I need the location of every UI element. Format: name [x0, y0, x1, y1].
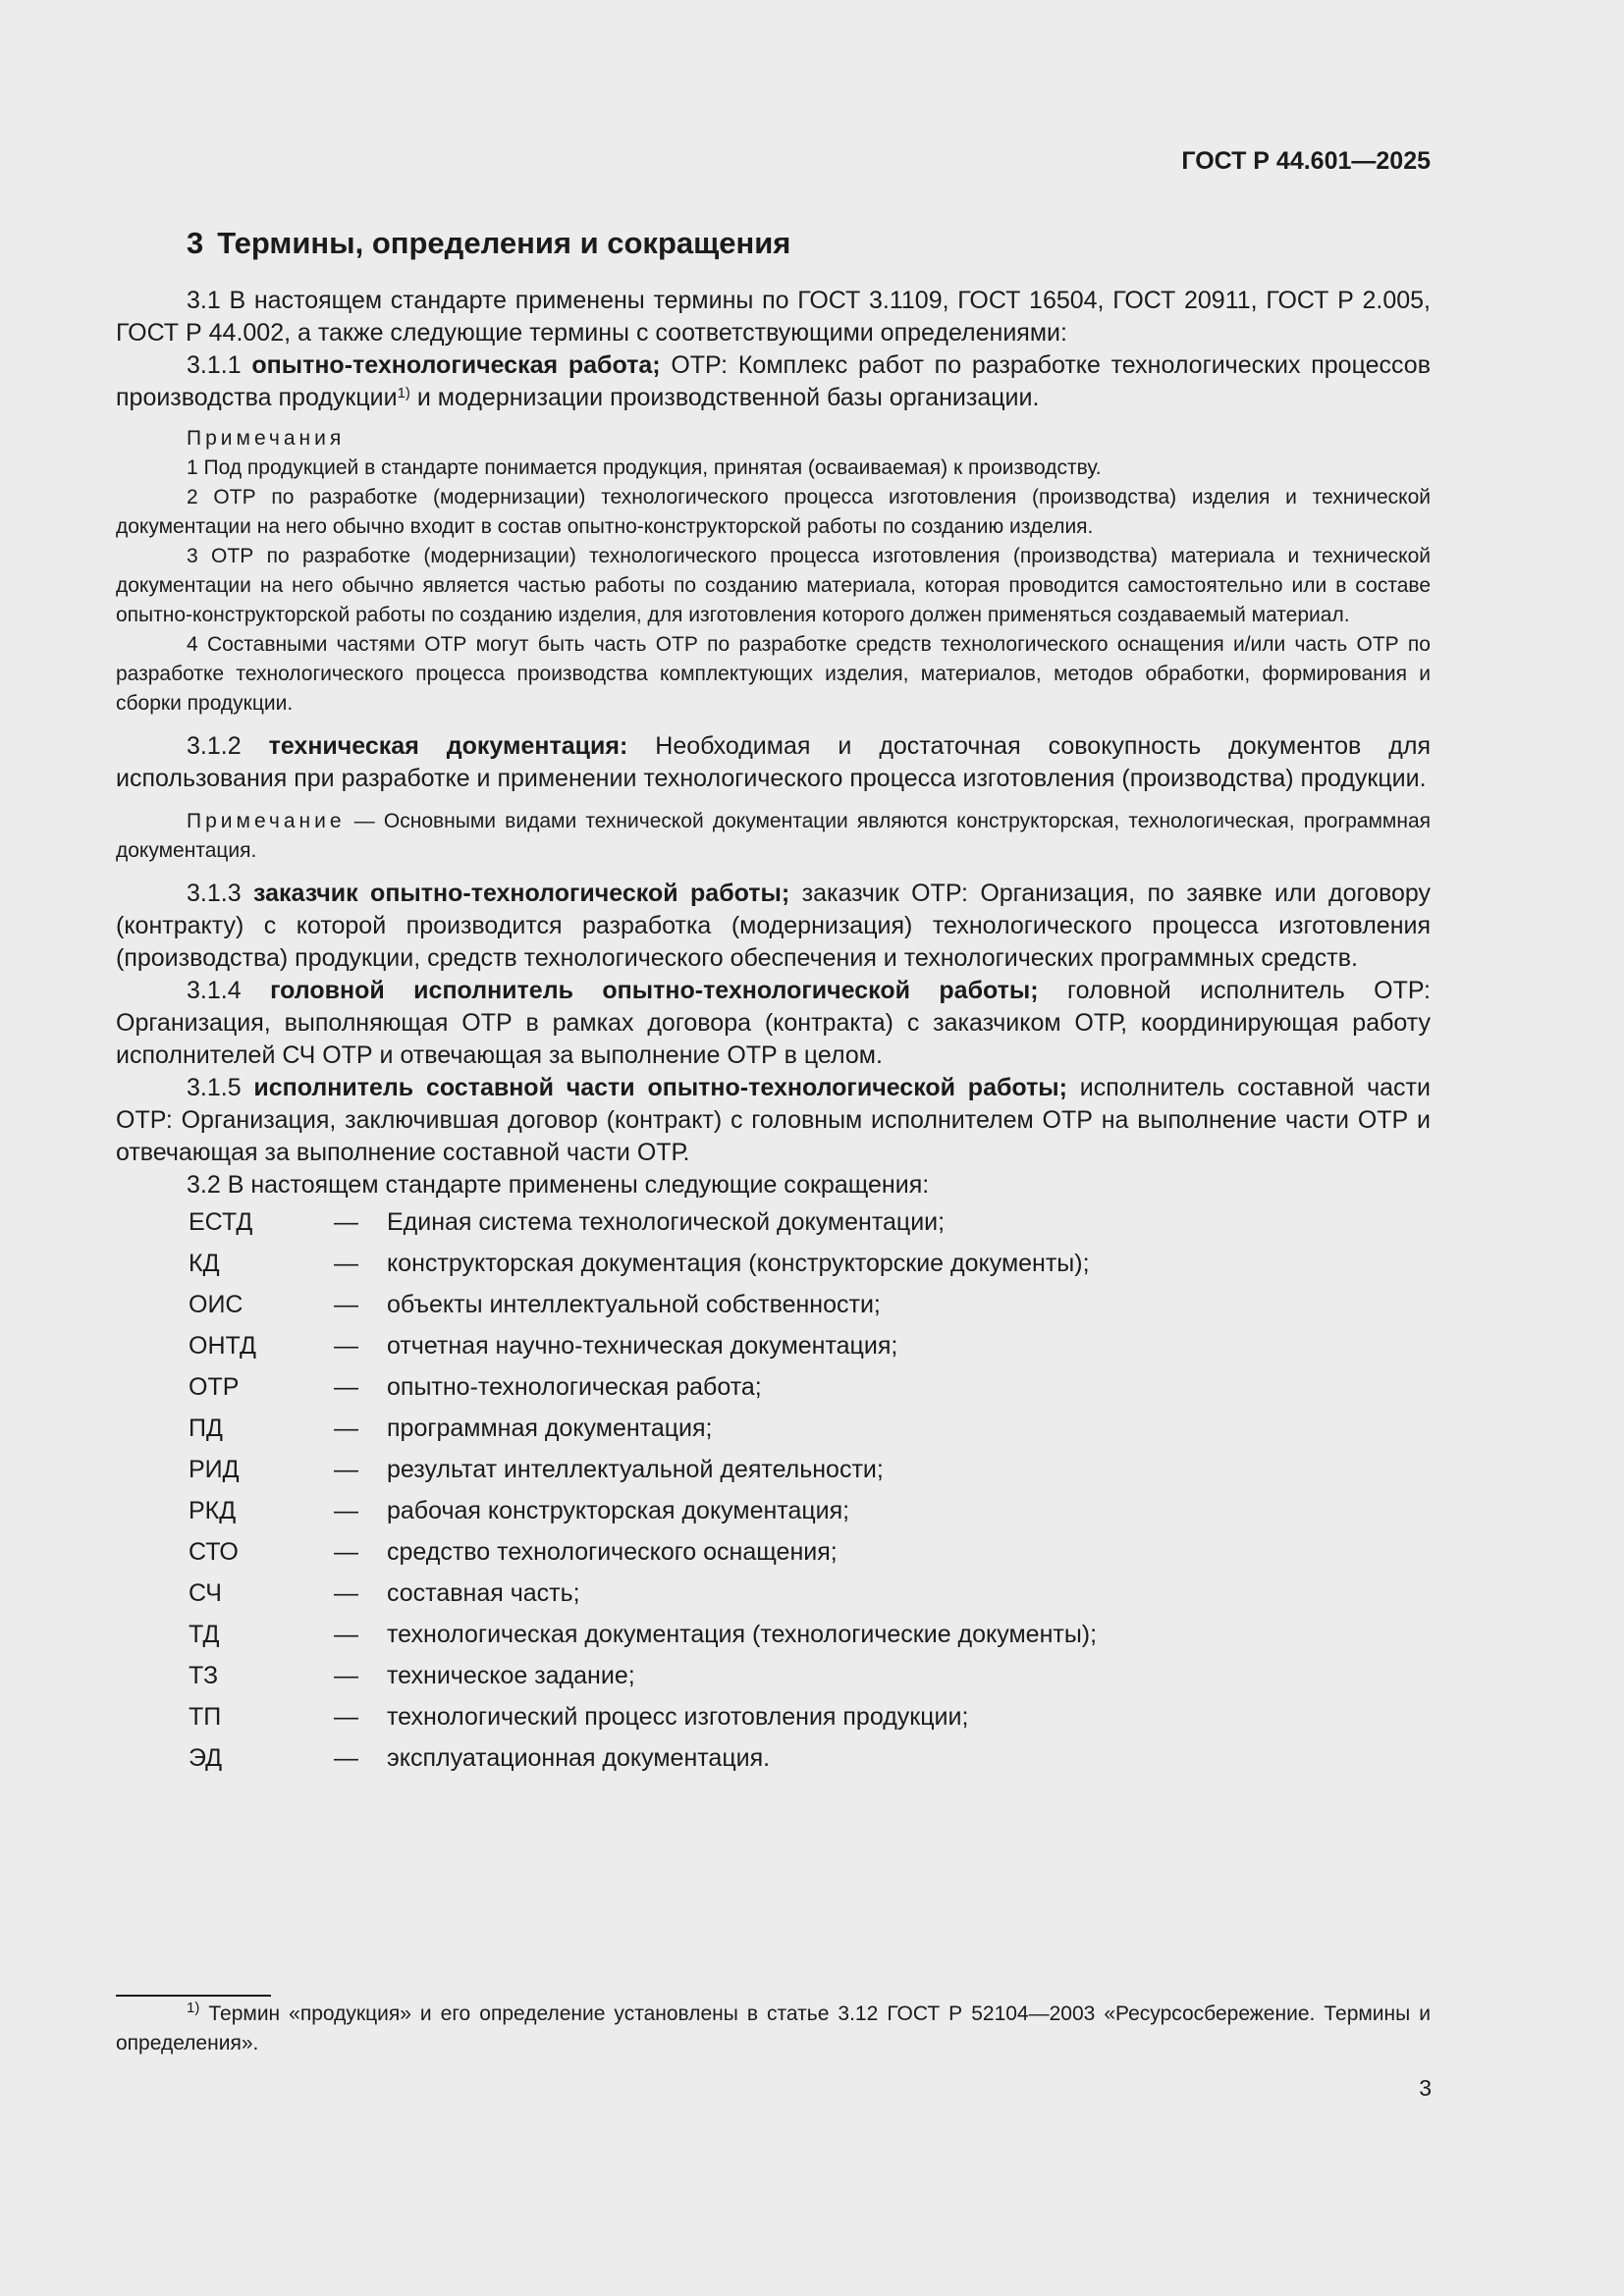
abbr-dash: —	[334, 1250, 358, 1277]
term-definition: заказчик ОТР: Организация, по заявке или договору (контракту) с которой производится разработка (модернизация) технологического процесса изготовления (производства) продукции, средств технологического обеспечения и технологических программных средств.	[116, 880, 1431, 972]
abbr-meaning: средство технологического оснащения;	[387, 1538, 838, 1566]
section-title-text: Термины, определения и сокращения	[217, 226, 791, 260]
term-3-1-3	[116, 878, 1431, 975]
abbr-dash: —	[334, 1373, 358, 1401]
abbr-dash: —	[334, 1291, 358, 1318]
abbr-code: ТЗ	[189, 1662, 219, 1689]
footnote-divider	[116, 1995, 271, 1997]
abbr-dash: —	[334, 1621, 358, 1648]
abbreviation-row	[116, 1366, 1431, 1408]
abbr-code: ЕСТД	[189, 1208, 253, 1236]
section-number: 3	[187, 226, 204, 260]
abbr-dash: —	[334, 1208, 358, 1236]
abbreviation-row	[116, 1408, 1431, 1449]
abbr-meaning: рабочая конструкторская документация;	[387, 1497, 850, 1524]
abbr-meaning: Единая система технологической документации;	[387, 1208, 946, 1236]
abbr-meaning: результат интеллектуальной деятельности;	[387, 1456, 884, 1483]
abbreviation-row	[116, 1614, 1431, 1655]
abbr-code: ПД	[189, 1415, 223, 1442]
notes-heading: Примечания	[187, 427, 346, 450]
abbr-code: ЭД	[189, 1744, 223, 1772]
term-name: головной исполнитель опытно-технологической работы;	[270, 977, 1039, 1004]
abbr-code: ОНТД	[189, 1332, 256, 1360]
abbr-dash: —	[334, 1662, 358, 1689]
abbr-dash: —	[334, 1703, 358, 1731]
term-number: 3.1.4	[187, 977, 271, 1004]
abbr-dash: —	[334, 1332, 358, 1360]
abbreviation-row	[116, 1243, 1431, 1284]
term-3-1-2	[116, 730, 1431, 795]
main-content	[116, 285, 1431, 1779]
term-definition: головной исполнитель ОТР: Организация, выполняющая ОТР в рамках договора (контракта) с заказчиком ОТР, координирующая работу исполнителей СЧ ОТР и отвечающая за выполнение ОТР в целом.	[116, 977, 1431, 1069]
footnote	[116, 2000, 1431, 2058]
abbr-meaning: технологическая документация (технологические документы);	[387, 1621, 1098, 1648]
abbr-code: ТД	[189, 1621, 220, 1648]
abbr-code: КД	[189, 1250, 220, 1277]
abbreviation-row	[116, 1655, 1431, 1696]
note-text: — Основными видами технической документации являются конструкторская, технологическая, программная документация.	[116, 810, 1431, 862]
abbr-meaning: объекты интеллектуальной собственности;	[387, 1291, 881, 1318]
term-definition-cont: и модернизации производственной базы организации.	[409, 384, 1040, 411]
term-number: 3.1.2	[187, 732, 269, 760]
abbreviation-row	[116, 1531, 1431, 1573]
abbreviation-row	[116, 1490, 1431, 1531]
abbr-dash: —	[334, 1456, 358, 1483]
note-item: 1 Под продукцией в стандарте понимается продукция, принятая (осваиваемая) к производству.	[187, 456, 1102, 479]
abbr-dash: —	[334, 1538, 358, 1566]
note-3-1-2	[116, 807, 1431, 866]
page-number: 3	[1419, 2075, 1432, 2101]
note-item: 4 Составными частями ОТР могут быть часть ОТР по разработке средств технологического оснащения и/или часть ОТР по разработке технологического процесса производства комплектующих изделия, материалов, методов обработки, формирования и сборки продукции.	[116, 633, 1431, 715]
abbreviation-row	[116, 1737, 1431, 1779]
section-title	[187, 226, 790, 261]
term-name: заказчик опытно-технологической работы;	[253, 880, 790, 907]
abbr-dash: —	[334, 1415, 358, 1442]
abbr-dash: —	[334, 1497, 358, 1524]
term-number: 3.1.3	[187, 880, 254, 907]
footnote-marker: 1)	[187, 2000, 200, 2016]
abbreviation-row	[116, 1696, 1431, 1737]
footnote-text: Термин «продукция» и его определение установлены в статье 3.12 ГОСТ Р 52104—2003 «Ресурсосбережение. Термины и определения».	[116, 2002, 1431, 2055]
term-number: 3.1.5	[187, 1074, 254, 1101]
term-number: 3.1.1	[187, 351, 252, 379]
term-3-1-4	[116, 975, 1431, 1072]
document-code: ГОСТ Р 44.601—2025	[1181, 147, 1431, 175]
abbr-code: РКД	[189, 1497, 237, 1524]
term-name: опытно-технологическая работа;	[251, 351, 661, 379]
paragraph-3-2: 3.2 В настоящем стандарте применены следующие сокращения:	[187, 1171, 930, 1199]
abbreviation-row	[116, 1284, 1431, 1325]
footnote-ref: 1)	[397, 385, 410, 401]
term-3-1-5	[116, 1072, 1431, 1169]
abbr-meaning: эксплуатационная документация.	[387, 1744, 771, 1772]
abbr-meaning: составная часть;	[387, 1579, 580, 1607]
note-label: Примечание	[187, 810, 346, 832]
note-item: 3 ОТР по разработке (модернизации) технологического процесса изготовления (производства) материала и технической документации на него обычно является частью работы по созданию материала, которая проводится самостоятельно или в составе опытно-конструкторской работы по созданию изделия, для изготовления которого должен применяться создаваемый материал.	[116, 545, 1431, 626]
term-definition: Необходимая и достаточная совокупность документов для использования при разработке и применении технологического процесса изготовления (производства) продукции.	[116, 732, 1431, 792]
abbr-meaning: конструкторская документация (конструкторские документы);	[387, 1250, 1090, 1277]
abbr-meaning: отчетная научно-техническая документация;	[387, 1332, 898, 1360]
abbreviation-row	[116, 1325, 1431, 1366]
term-definition: ОТР: Комплекс работ по разработке технологических процессов производства продукции	[116, 351, 1431, 411]
note-item: 2 ОТР по разработке (модернизации) технологического процесса изготовления (производства) изделия и технической документации на него обычно входит в состав опытно-конструкторской работы по созданию изделия.	[116, 486, 1431, 538]
abbreviation-row	[116, 1449, 1431, 1490]
abbr-code: ОТР	[189, 1373, 240, 1401]
notes-block	[116, 424, 1431, 719]
abbr-meaning: опытно-технологическая работа;	[387, 1373, 762, 1401]
abbr-dash: —	[334, 1579, 358, 1607]
abbreviation-row	[116, 1573, 1431, 1614]
abbr-meaning: технологический процесс изготовления продукции;	[387, 1703, 969, 1731]
term-name: исполнитель составной части опытно-технологической работы;	[253, 1074, 1067, 1101]
abbr-code: СЧ	[189, 1579, 222, 1607]
abbr-code: СТО	[189, 1538, 239, 1566]
paragraph-3-1: 3.1 В настоящем стандарте применены термины по ГОСТ 3.1109, ГОСТ 16504, ГОСТ 20911, ГОСТ Р 2.005, ГОСТ Р 44.002, а также следующие термины с соответствующими определениями:	[116, 287, 1431, 347]
abbr-code: РИД	[189, 1456, 240, 1483]
abbreviation-row	[116, 1201, 1431, 1243]
abbr-dash: —	[334, 1744, 358, 1772]
abbr-code: ТП	[189, 1703, 222, 1731]
abbr-code: ОИС	[189, 1291, 244, 1318]
abbr-meaning: программная документация;	[387, 1415, 713, 1442]
abbreviation-list	[116, 1201, 1431, 1779]
term-name: техническая документация:	[268, 732, 628, 760]
abbr-meaning: техническое задание;	[387, 1662, 635, 1689]
term-3-1-1	[116, 349, 1431, 414]
term-definition: исполнитель составной части ОТР: Организация, заключившая договор (контракт) с головным исполнителем ОТР на выполнение части ОТР и отвечающая за выполнение составной части ОТР.	[116, 1074, 1431, 1166]
